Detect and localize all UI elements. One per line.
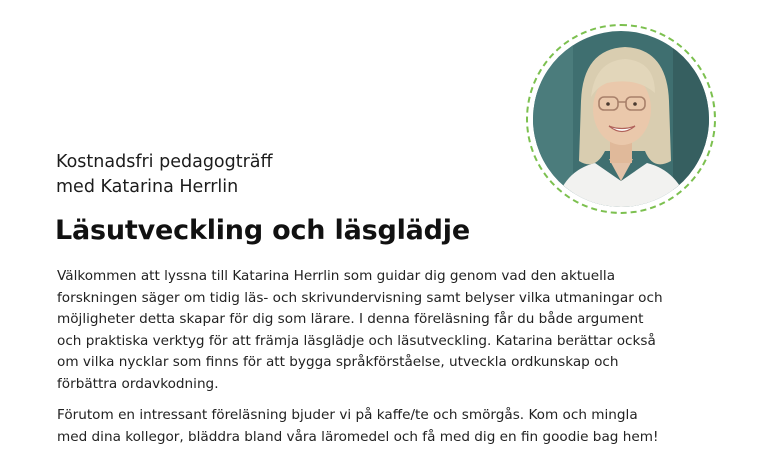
event-subtitle [56, 150, 476, 200]
subtitle-line: Kostnadsfri pedagogträff [56, 152, 273, 172]
speaker-photo-illustration [533, 31, 709, 207]
paragraph-line: Förutom en intressant föreläsning bjuder vi på kaffe/te och smörgås. Kom och mingla [57, 407, 638, 423]
speaker-portrait [533, 31, 709, 207]
subtitle-line: med Katarina Herrlin [56, 177, 239, 197]
paragraph-line: möjligheter detta skapar för dig som lärare. I denna föreläsning får du både argument [57, 311, 644, 327]
details-paragraph [57, 405, 667, 448]
event-title: Läsutveckling och läsglädje [55, 215, 470, 246]
paragraph-line: Välkommen att lyssna till Katarina Herrlin som guidar dig genom vad den aktuella [57, 268, 616, 284]
paragraph-line: forskningen säger om tidig läs- och skrivundervisning samt belyser vilka utmaningar och [57, 289, 663, 306]
paragraph-line: förbättra ordavkodning. [57, 375, 219, 392]
paragraph-line: om vilka nycklar som finns för att bygga språkförståelse, utveckla ordkunskap och [57, 354, 619, 370]
intro-paragraph [57, 266, 667, 395]
paragraph-line: och praktiska verktyg för att främja läsglädje och läsutveckling. Katarina berättar också [57, 332, 656, 349]
paragraph-line: med dina kollegor, bläddra bland våra läromedel och få med dig en fin goodie bag hem! [57, 428, 659, 445]
